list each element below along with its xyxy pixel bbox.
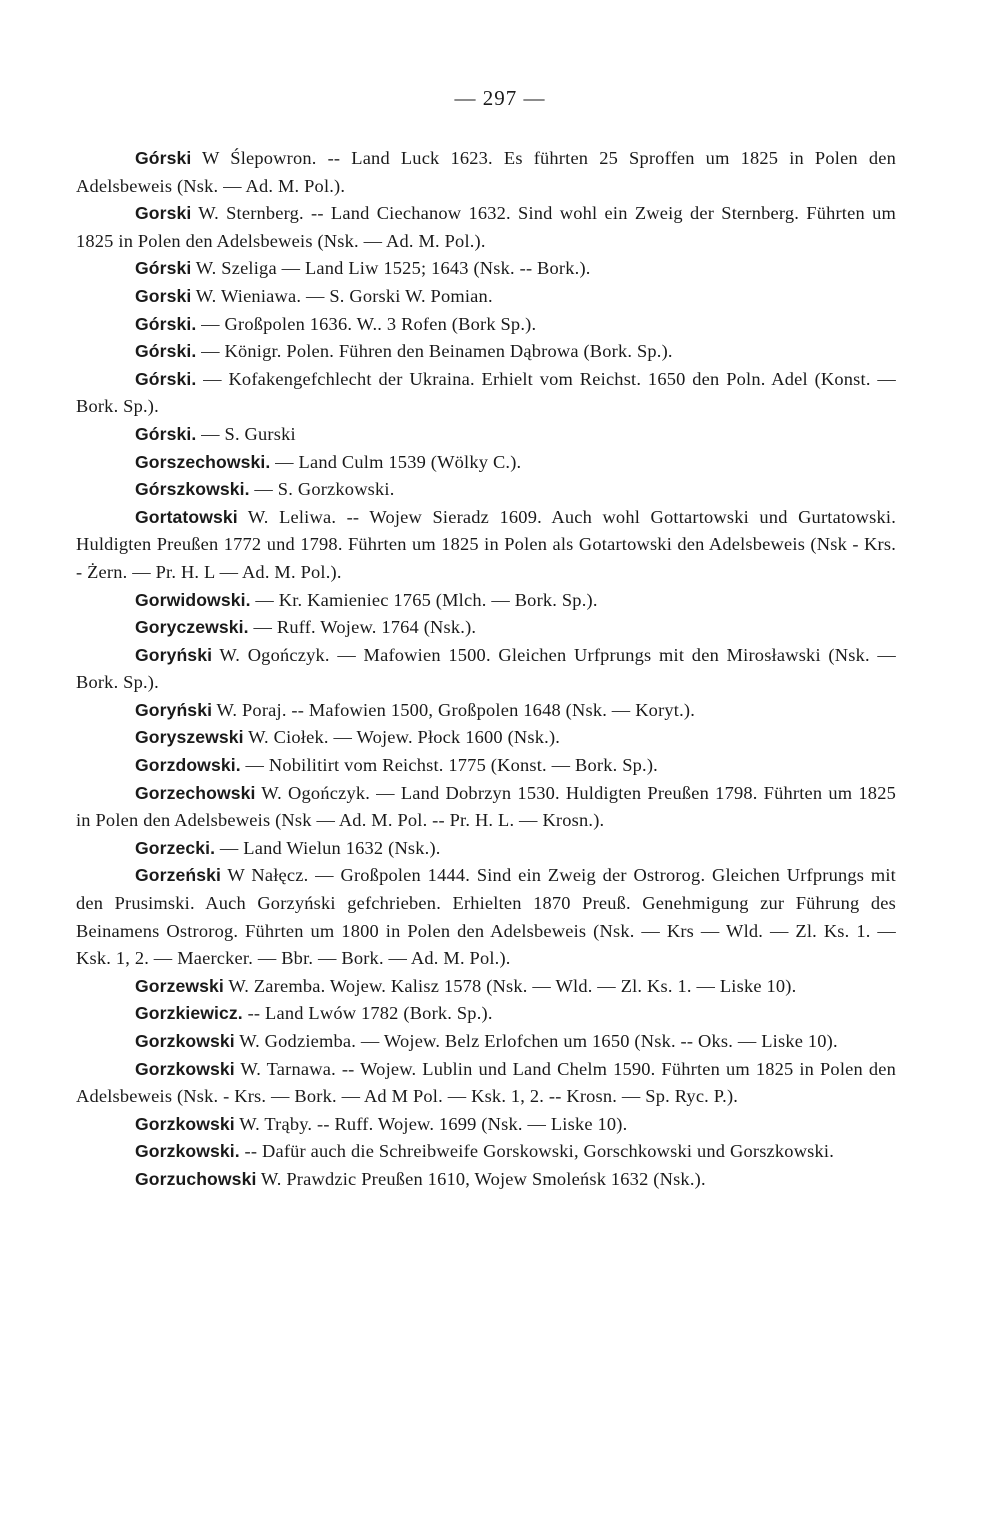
entry-text: W. Szeliga — Land Liw 1525; 1643 (Nsk. -- Bork.). xyxy=(191,258,591,279)
armorial-entry xyxy=(76,283,896,311)
entry-surname: Gorski xyxy=(135,285,192,306)
entry-text: W. Prawdzic Preußen 1610, Wojew Smoleńsk 1632 (Nsk.). xyxy=(256,1168,706,1189)
entry-surname: Górski. xyxy=(135,313,197,334)
entry-surname: Górski. xyxy=(135,341,197,362)
entry-surname: Górski xyxy=(135,148,192,168)
armorial-entry xyxy=(76,366,896,421)
armorial-entry xyxy=(76,1111,896,1139)
entry-text: — Land Wielun 1632 (Nsk.). xyxy=(215,837,441,858)
entry-surname: Gorzkowski. xyxy=(135,1141,240,1162)
entry-surname: Goryński xyxy=(135,699,213,720)
armorial-entry xyxy=(76,752,896,780)
armorial-entry xyxy=(76,1056,896,1111)
armorial-entry xyxy=(76,476,896,504)
armorial-entry xyxy=(76,973,896,1001)
entry-text: W Ślepowron. -- Land Luck 1623. Es führten 25 Sproffen um 1825 in Polen den Adelsbeweis (Nsk. — Ad. M. Pol.). xyxy=(76,148,896,196)
entry-surname: Górszkowski. xyxy=(135,479,250,500)
armorial-entry xyxy=(76,1000,896,1028)
entry-surname: Gorzkowski xyxy=(135,1113,235,1134)
entry-text: — Nobilitirt vom Reichst. 1775 (Konst. — Bork. Sp.). xyxy=(240,755,658,776)
entry-surname: Gorzkowski xyxy=(135,1031,235,1051)
entry-surname: Gorwidowski. xyxy=(135,589,251,610)
armorial-entry xyxy=(76,862,896,972)
entry-text: -- Dafür auch die Schreibweife Gorskowski, Gorschkowski und Gorszkowski. xyxy=(239,1141,835,1162)
entry-text: W. Trąby. -- Ruff. Wojew. 1699 (Nsk. — Liske 10). xyxy=(234,1113,628,1134)
armorial-entry xyxy=(76,697,896,725)
entry-text: W. Wieniawa. — S. Gorski W. Pomian. xyxy=(191,285,493,306)
armorial-entry xyxy=(76,1166,896,1194)
entry-surname: Goryczewski. xyxy=(135,617,249,638)
entry-text: — Kr. Kamieniec 1765 (Mlch. — Bork. Sp.). xyxy=(250,589,598,610)
entry-text: W. Zaremba. Wojew. Kalisz 1578 (Nsk. — Wld. — Zl. Ks. 1. — Liske 10). xyxy=(223,975,797,996)
entry-text: W. Leliwa. -- Wojew Sieradz 1609. Auch wohl Gottartowski und Gurtatowski. Huldigten Preußen 1772 und 1798. Führten um 1825 in Polen als Gotartowski den Adelsbeweis (Nsk - Krs. - Żern. — Pr. H. L — Ad. M. Pol.). xyxy=(76,506,896,582)
entry-text: — S. Gorzkowski. xyxy=(249,479,395,500)
armorial-entry xyxy=(76,642,896,697)
armorial-entry xyxy=(76,1138,896,1166)
entry-surname: Gorzeński xyxy=(135,865,221,886)
entry-text: — Kofakengefchlecht der Ukraina. Erhielt vom Reichst. 1650 den Poln. Adel (Konst. — Bork. Sp.). xyxy=(76,368,896,417)
armorial-entry xyxy=(76,1028,896,1056)
entry-text: -- Land Lwów 1782 (Bork. Sp.). xyxy=(242,1003,493,1024)
entry-surname: Górski xyxy=(135,258,192,279)
entry-text: — Ruff. Wojew. 1764 (Nsk.). xyxy=(248,617,477,638)
armorial-entry xyxy=(76,724,896,752)
entry-surname: Gorzuchowski xyxy=(135,1168,257,1189)
armorial-entry xyxy=(76,780,896,835)
armorial-entry xyxy=(76,587,896,615)
entry-text: W. Poraj. -- Mafowien 1500, Großpolen 1648 (Nsk. — Koryt.). xyxy=(212,699,696,720)
page-number: — 297 — xyxy=(454,86,546,110)
entry-surname: Gortatowski xyxy=(135,506,238,527)
entry-text: W. Godziemba. — Wojew. Belz Erlofchen um 1650 (Nsk. -- Oks. — Liske 10). xyxy=(234,1031,838,1051)
entry-text: W. Ciołek. — Wojew. Płock 1600 (Nsk.). xyxy=(243,727,561,748)
entry-surname: Górski. xyxy=(135,423,197,444)
armorial-entry xyxy=(76,255,896,283)
entry-surname: Gorzdowski. xyxy=(135,755,241,776)
entry-surname: Górski. xyxy=(135,368,197,389)
entry-text: — Großpolen 1636. W.. 3 Rofen (Bork Sp.). xyxy=(196,313,537,334)
entry-surname: Gorzewski xyxy=(135,975,224,996)
entry-surname: Goryński xyxy=(135,644,213,665)
armorial-entry xyxy=(76,311,896,339)
armorial-entry xyxy=(76,200,896,255)
entry-text: — Königr. Polen. Führen den Beinamen Dąbrowa (Bork. Sp.). xyxy=(196,341,673,362)
entry-text: W. Ogończyk. — Land Dobrzyn 1530. Huldigten Preußen 1798. Führten um 1825 in Polen den Adelsbeweis (Nsk — Ad. M. Pol. -- Pr. H. L. — Krosn.). xyxy=(76,782,896,831)
entry-surname: Gorszechowski. xyxy=(135,451,271,472)
armorial-entry xyxy=(76,504,896,587)
armorial-entry xyxy=(76,338,896,366)
armorial-entry xyxy=(76,449,896,477)
entry-list xyxy=(76,145,896,1194)
entry-surname: Gorzechowski xyxy=(135,782,256,803)
entry-text: — S. Gurski xyxy=(196,423,296,444)
entry-text: — Land Culm 1539 (Wölky C.). xyxy=(270,451,522,472)
entry-text: W. Ogończyk. — Mafowien 1500. Gleichen Urfprungs mit den Mirosławski (Nsk. — Bork. Sp.). xyxy=(76,644,896,693)
entry-text: W. Tarnawa. -- Wojew. Lublin und Land Chelm 1590. Führten um 1825 in Polen den Adelsbeweis (Nsk. - Krs. — Bork. — Ad M Pol. — Ksk. 1, 2. -- Krosn. — Sp. Ryc. P.). xyxy=(76,1058,896,1107)
entry-surname: Gorski xyxy=(135,203,192,224)
armorial-entry xyxy=(76,614,896,642)
entry-text: W. Sternberg. -- Land Ciechanow 1632. Sind wohl ein Zweig der Sternberg. Führten um 1825 in Polen den Adelsbeweis (Nsk. — Ad. M. Pol.). xyxy=(76,203,896,251)
armorial-entry xyxy=(76,835,896,863)
armorial-entry xyxy=(76,421,896,449)
entry-surname: Goryszewski xyxy=(135,727,244,748)
entry-surname: Gorzkowski xyxy=(135,1058,235,1079)
entry-text: W Nałęcz. — Großpolen 1444. Sind ein Zweig der Ostrorog. Gleichen Urfprungs mit den Prusimski. Auch Gorzyński gefchrieben. Erhielten 1870 Preuß. Genehmigung zur Führung des Beinamens Ostrorog. Führten um 1800 in Polen den Adelsbeweis (Nsk. — Krs — Wld. — Zl. Ks. 1. — Ksk. 1, 2. — Maercker. — Bbr. — Bork. — Ad. M. Pol.). xyxy=(76,865,896,969)
entry-surname: Gorzkiewicz. xyxy=(135,1003,243,1024)
entry-surname: Gorzecki. xyxy=(135,837,216,858)
armorial-entry xyxy=(76,145,896,200)
